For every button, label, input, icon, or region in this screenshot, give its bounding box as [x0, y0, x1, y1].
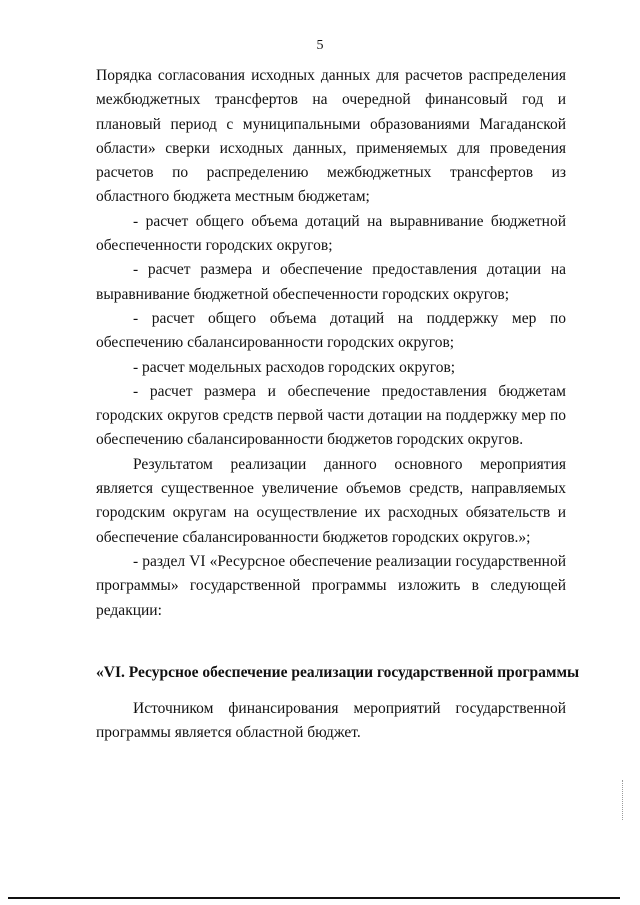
paragraph-section-instruction: - раздел VI «Ресурсное обеспечение реализации государственной программы» государственной программы изложить в следующей редакции:: [96, 552, 566, 619]
paragraph-continuation: Порядка согласования исходных данных для расчетов распределения межбюджетных трансфертов на очередной финансовый год и плановый период с муниципальными образованиями Магаданской области» сверки исходных данных, применяемых для проведения расчетов по распределению межбюджетных трансфертов из областного бюджета местным бюджетам;: [96, 67, 566, 206]
list-item-balance-support-volume: - расчет общего объема дотаций на поддержку мер по обеспечению сбалансированности городских округов;: [96, 309, 566, 352]
page-number: 5: [316, 38, 324, 53]
paragraph-result: Результатом реализации данного основного мероприятия является существенное увеличение объемов средств, направляемых городским округам на осуществление их расходных обязательств и обеспечение сбалансированности бюджетов городских округов.»;: [96, 455, 566, 546]
paragraph-funding-source: Источником финансирования мероприятий государственной программы является областной бюджет.: [96, 700, 566, 742]
document-body: [96, 64, 580, 746]
section-heading: «VI. Ресурсное обеспечение реализации государственной программы: [96, 663, 580, 681]
list-item-subsidy-size: - расчет размера и обеспечение предоставления дотации на выравнивание бюджетной обеспеченности городских округов;: [96, 261, 566, 303]
list-item-general-subsidy-volume: - расчет общего объема дотаций на выравнивание бюджетной обеспеченности городских округов;: [96, 212, 566, 255]
list-item-model-expenses: - расчет модельных расходов городских округов;: [133, 358, 456, 376]
bottom-rule: [8, 897, 620, 899]
list-item-first-part-subsidy: - расчет размера и обеспечение предоставления бюджетам городских округов средств первой части дотации на поддержку мер по обеспечению сбалансированности бюджетов городских округов.: [96, 382, 566, 449]
scan-margin-mark: [622, 780, 625, 820]
